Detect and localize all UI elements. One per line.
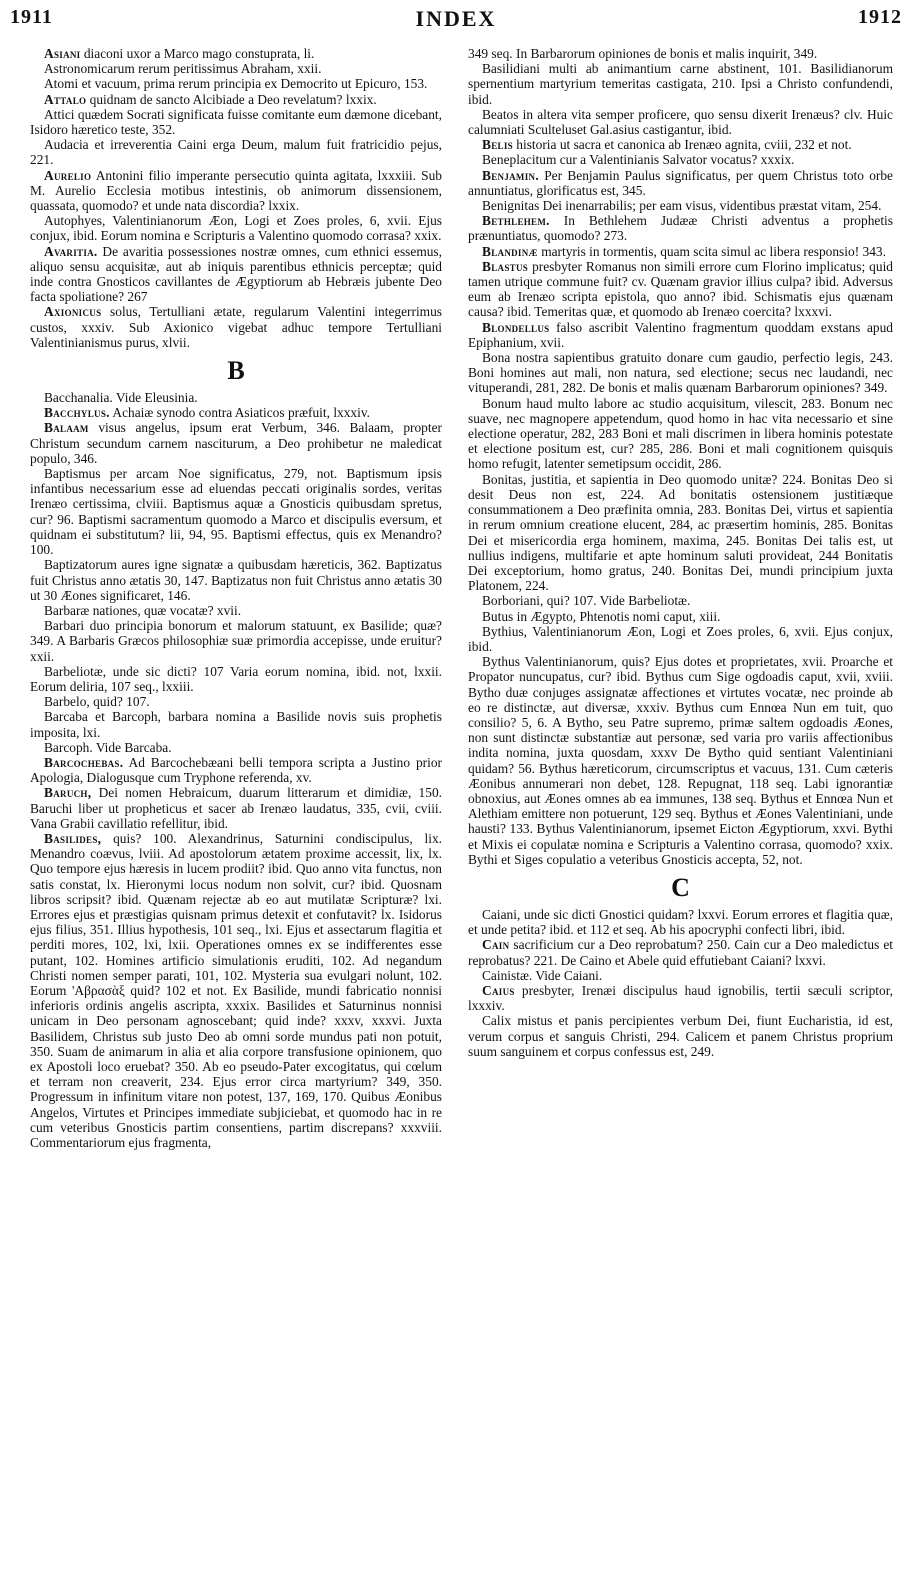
index-entry bbox=[468, 213, 893, 243]
index-entry-keyword: Blandinæ bbox=[482, 243, 538, 259]
index-entry bbox=[30, 618, 442, 664]
index-entry-text: Audacia et irreverentia Caini erga Deum, malum fuit fratricidio pejus, 221. bbox=[30, 137, 442, 168]
index-entry bbox=[30, 664, 442, 694]
index-entry-text: Caiani, unde sic dicti Gnostici quidam? lxxvi. Eorum errores et flagitia quæ, et unde petita? ibid. et 112 et seq. Ab his apocryphi confecti libri, ibid. bbox=[468, 906, 893, 938]
index-entry-text: quis? 100. Alexandrinus, Saturnini condiscipulus, lix. Menandro coævus, lviii. Ad apostolorum ætatem proxime accessit, lix, lx. Quo tempore ejus hæresis in lucem prodiit? ibid. Quo anno vita functus, non satis constat, lx. Hieronymi locus nodum non solvit, cur? ibid. Quosnam libros scripsit? ibid. Quænam rejectæ ab eo aut mutilatæ Scripturæ? lxi. Errores ejus et præstigias quisnam primus detexit et confutavit? lx. Isidorus ejus filius, 351. Illius hypothesis, 101 seq., lxi. Ejus et assectarum flagitia et perditi mores, 102, lxi, lxii. Operationes omnes ex se indifferentes esse putant, 102. Homines artificio simulationis eruditi, 102. Ad negandum Christi nomen semper parati, 101, 102. Mysteria sua evulgari nolunt, 102. Eorum 'Αβρασὰξ quid? 102 et not. Ex Basilide, mundi fabricatio nonnisi inferioris ordinis angelis ascripta, xxxix. Basilides et Saturninus nonnisi unicam in Deo personam agnoscebant; quid inde? xxxv, xxxvi. Juxta Basilidem, Christus sub justo Deo ab omni sorde mundus pati non potuit, 350. Suam de animarum in alia et alia corpore transfusione opinionem, quo ex Apostoli loco eruebat? 350. Ab eo pseudo-Pater excogitatus, qui cœlum et terram non creaverit, 234. Ejus error circa martyrium? 349, 350. Progressum in infinitum vitare non potest, 137, 169, 170. Quibus Æonibus Angelos, Virtutes et Principes immediate subjiciebat, et quomodo hac in re cum veteribus Gnosticis partim consentiens, partim discrepans? xxxviii. Commentariorum ejus fragmenta, bbox=[30, 830, 442, 1151]
index-entry bbox=[468, 350, 893, 396]
index-entry-text: Benignitas Dei inenarrabilis; per eam visus, videntibus præstat vitam, 254. bbox=[482, 198, 882, 214]
index-entry-text: Bona nostra sapientibus gratuito donare cum gaudio, perfectio legis, 243. Boni homines aut mali, non natura, sed electione; secus nec laudandi, nec vituperandi, 281, 282. De bonis et malis quænam Barbarorum opiniones? 349. bbox=[468, 350, 893, 396]
index-entry-keyword: Caius bbox=[482, 982, 515, 998]
index-entry bbox=[30, 137, 442, 167]
index-entry-text: Calix mistus et panis percipientes verbum Dei, fiunt Eucharistia, id est, verum corpus et sanguis Christi, 294. Calicem et panem Christus proprium suum sanguinem et corpus confessus est, 249. bbox=[468, 1013, 893, 1059]
index-entry-text: Bythus Valentinianorum, quis? Ejus dotes et proprietates, xvii. Proarche et Propator nuncupatus, cur? ibid. Bythus cum Sige ogdoadis caput, xvii, xviii. Bytho duæ conjuges assignatæ affectiones et virtutes vocatæ, nec proinde ab eo re distinctæ, aut diversæ, xxxiv. Bythus cum Ennœa Nun em tuit, quo consilio? 5, 6. A Bytho, seu Patre supremo, primæ saltem ogdoadis Æones, non sunt distinctæ substantiæ aut personæ, sed varia pro variis affectionibus indita nomina, juxta quosdam, xxxv De Bytho quid sentiant Valentiniani quidam? 56. Bythus hæreticorum, circumscriptus et vacuus, 131. Cum cæteris Æonibus annumerari non debet, 128. Repugnat, 118 seq. Labi ignorantiæ obnoxius, aut Æones omnes ab ea immunes, 138 seq. Bythus et Ennœa Nun et Alethiam emittere non potuerunt, 129 seq. Bythus et Æones Valentiniani, unde hausti? 133. Bythus Valentinianorum, ipsemet Eicton Ægyptiorum, xxvi. Bythi et Mixis ei copulatæ nomina e Scripturis a Valentino corrasa, quomodo? xxix. Bythi et Siges copulatio a veteribus Gnosticis accepta, 52, not. bbox=[468, 654, 893, 867]
page-header bbox=[10, 6, 902, 44]
index-entry bbox=[30, 785, 442, 831]
index-column-right bbox=[468, 46, 893, 1556]
index-entry bbox=[468, 320, 893, 350]
index-entry-text: Butus in Ægypto, Phtenotis nomi caput, xiii. bbox=[482, 608, 721, 624]
index-entry-text: presbyter Romanus non simili errore cum Florino implicatus; quid tamen utrique commune fuit? cv. Quænam gravior illius culpa? ibid. Adversus eum ab Irenæo scripta epistola, quo anno? ibid. Schismatis ejus quænam causa? ibid. Temeritas quæ, et quomodo ab Irenæo coercita? lxxxvi. bbox=[468, 258, 893, 320]
index-entry-text: martyris in tormentis, quam scita simul ac libera responsio! 343. bbox=[537, 243, 886, 259]
index-entry-text: Cainistæ. Vide Caiani. bbox=[482, 967, 603, 983]
index-entry-text: quidnam de sancto Alcibiade a Deo revelatum? lxxix. bbox=[86, 91, 377, 107]
index-entry-keyword: Benjamin. bbox=[482, 167, 539, 183]
index-entry bbox=[468, 907, 893, 937]
index-entry-text: Antonini filio imperante persecutio quinta agitata, lxxxiii. Sub M. Aurelio Ecclesia motibus intestinis, ob animorum dissensionem, quassata, quomodo? et unde nata discordia? lxxix. bbox=[30, 167, 442, 214]
index-entry bbox=[30, 390, 442, 405]
index-entry bbox=[468, 624, 893, 654]
index-entry bbox=[30, 709, 442, 739]
index-entry bbox=[30, 213, 442, 243]
index-entry bbox=[30, 76, 442, 91]
index-entry bbox=[468, 152, 893, 167]
index-entry bbox=[468, 609, 893, 624]
section-letter-heading: B bbox=[227, 356, 245, 386]
index-entry-text: presbyter, Irenæi discipulus haud ignobilis, tertii sæculi scriptor, lxxxiv. bbox=[468, 982, 893, 1014]
index-entry-text: Bonitas, justitia, et sapientia in Deo quomodo unitæ? 224. Bonitas Deo si desit Deus non est, 224. Ad bonitatis ostensionem justitiæque consummationem a Deo præfinita omnia, 283. Bonitas Dei, virtus et sapientia in rerum omnium creatione elucent, 284, ac præsertim hominis, 285. Bonitas Dei et misericordia erga hominem, maxima, 245. Bonitas Dei talis est, ut nullius indigens, multifarie et apte hominum saluti provideat, 244 Bonitatis Dei exceptorium, homo gratus, 240. Bonitas Dei, mundi principium juxta Platonem, 224. bbox=[468, 471, 893, 594]
index-entry bbox=[468, 61, 893, 107]
index-entry-keyword: Bacchylus. bbox=[44, 405, 110, 421]
index-entry-text: Attici quædem Socrati significata fuisse comitante eum dæmone dicebant, Isidoro hæretico teste, 352. bbox=[30, 106, 442, 138]
index-entry-text: Dei nomen Hebraicum, duarum litterarum et dimidiæ, 150. Baruchi liber ut propheticus et sacer ab Irenæo laudatus, 335, cvii, cviii. Vana Grabii cavillatio refellitur, ibid. bbox=[30, 785, 442, 831]
index-entry-text: visus angelus, ipsum erat Verbum, 346. Balaam, propter Christum secundum carnem nasciturum, a Deo prohibetur ne maledicat populo, 346. bbox=[30, 420, 442, 466]
index-entry bbox=[468, 259, 893, 320]
index-entry-text: In Bethlehem Judææ Christi adventus a prophetis prænuntiatus, quomodo? 273. bbox=[468, 213, 893, 244]
index-entry-text: Basilidiani multi ab animantium carne abstinent, 101. Basilidianorum spernentium martyrium temeritas castigata, 210. Ipsi a Christo confundendi, ibid. bbox=[468, 61, 893, 107]
index-entry-text: Bacchanalia. Vide Eleusinia. bbox=[44, 390, 198, 406]
index-entry-text: 349 seq. In Barbarorum opiniones de bonis et malis inquirit, 349. bbox=[468, 46, 818, 61]
index-entry-text: Barcoph. Vide Barcaba. bbox=[44, 739, 172, 755]
page-number-left: 1911 bbox=[10, 6, 53, 28]
index-entry-text: Ad Barcochebæani belli tempora scripta a Justino prior Apologia, Dialogusque cum Tryphone referenda, xv. bbox=[30, 754, 442, 786]
section-letter-heading: C bbox=[671, 872, 690, 902]
index-entry-text: Borboriani, qui? 107. Vide Barbeliotæ. bbox=[482, 593, 691, 609]
index-entry bbox=[30, 46, 442, 61]
index-column-left bbox=[30, 46, 442, 1556]
index-entry bbox=[30, 61, 442, 76]
index-entry bbox=[30, 168, 442, 214]
index-entry-keyword: Avaritia. bbox=[44, 243, 98, 259]
index-entry-text: falso ascribit Valentino fragmentum quoddam exstans apud Epiphanium, xvii. bbox=[468, 319, 893, 350]
index-entry bbox=[30, 92, 442, 107]
index-entry bbox=[468, 107, 893, 137]
index-entry-text: Autophyes, Valentinianorum Æon, Logi et Zoes proles, 6, xvii. Ejus conjux, ibid. Eorum nomina e Scripturis a Valentino quomodo corrasa? xxix. bbox=[30, 213, 442, 244]
index-entry bbox=[30, 420, 442, 466]
index-entry-text: Baptizatorum aures igne signatæ a quibusdam hæreticis, 362. Baptizatus fuit Christus anno ætatis 30, 147. Baptizatus non fuit Christus anno ætatis 30 ut 30 Æones significaret, 146. bbox=[30, 557, 442, 603]
index-entry bbox=[468, 472, 893, 594]
index-entry-keyword: Cain bbox=[482, 937, 510, 953]
index-entry bbox=[468, 937, 893, 967]
index-entry-keyword: Asiani bbox=[44, 46, 81, 61]
index-entry-text: Bonum haud multo labore ac studio acquisitum, vilescit, 283. Bonum nec suave, nec magnopere appetendum, quod homo in hac vita necessario et sine electione operatur, 282, 283 Boni et mali discrimen in libera hominis potestate et electione positum est, cur? 285, 286. Boni et mali cognitionem quisquis homo refugit, latenter semetipsum occidit, 286. bbox=[468, 395, 893, 472]
index-entry-text: Bythius, Valentinianorum Æon, Logi et Zoes proles, 6, xvii. Ejus conjux, ibid. bbox=[468, 623, 893, 654]
index-entry bbox=[468, 396, 893, 472]
index-entry-text: solus, Tertulliani ætate, regularum Valentini integerrimus custos, xxxiv. Sub Axionico vigebat adhuc tempore Tertulliani Valentinianismus purus, xlvii. bbox=[30, 304, 442, 350]
index-entry-text: Barbari duo principia bonorum et malorum statuunt, ex Basilide; quæ? 349. A Barbaris Græcos philosophiæ suæ primordia accepisse, unde eruitur? xxii. bbox=[30, 618, 442, 664]
index-entry-text: Astronomicarum rerum peritissimus Abraham, xxii. bbox=[44, 61, 322, 77]
index-entry-keyword: Blastus bbox=[482, 258, 529, 274]
index-entry bbox=[30, 831, 442, 1150]
index-entry-keyword: Baruch, bbox=[44, 785, 92, 801]
index-entry-keyword: Bethlehem. bbox=[482, 213, 550, 229]
index-entry-keyword: Barcochebas. bbox=[44, 754, 124, 770]
page-title: INDEX bbox=[415, 6, 497, 31]
index-entry-text: Per Benjamin Paulus significatus, per quem Christus toto orbe annuntiatus, glorificatus est, 345. bbox=[468, 167, 893, 198]
index-entry bbox=[468, 654, 893, 867]
index-entry-text: De avaritia possessiones nostræ omnes, cum ethnici essemus, aliquo sensu acquisitæ, aut ab iniquis parentibus ethnicis perceptæ; quid inde contra Gnosticos cavillantes de Ægyptiorum ab Hebræis jubente Deo facta spoliatione? 267 bbox=[30, 243, 442, 305]
index-entry-keyword: Attalo bbox=[44, 91, 87, 107]
index-entry bbox=[468, 137, 893, 152]
index-entry-text: Beatos in altera vita semper proficere, quo sensu dixerit Irenæus? clv. Huic calumniati Sculteluset Gal.asius castigantur, ibid. bbox=[468, 106, 893, 138]
index-entry bbox=[30, 694, 442, 709]
index-entry-keyword: Axionicus bbox=[44, 304, 102, 320]
index-entry bbox=[468, 1013, 893, 1059]
index-entry-text: Barcaba et Barcoph, barbara nomina a Basilide novis suis prophetis imposita, lxi. bbox=[30, 709, 442, 740]
index-entry bbox=[30, 405, 442, 420]
index-entry-text: Achaiæ synodo contra Asiaticos præfuit, lxxxiv. bbox=[109, 405, 371, 421]
index-entry bbox=[468, 983, 893, 1013]
index-entry-keyword: Basilides, bbox=[44, 830, 102, 846]
index-entry bbox=[468, 198, 893, 213]
page-number-right: 1912 bbox=[858, 6, 902, 28]
index-entry bbox=[468, 968, 893, 983]
index-entry-text: diaconi uxor a Marco mago constuprata, li. bbox=[80, 46, 315, 61]
index-entry-text: Barbaræ nationes, quæ vocatæ? xvii. bbox=[44, 602, 242, 618]
index-entry-text: Atomi et vacuum, prima rerum principia ex Democrito ut Epicuro, 153. bbox=[44, 76, 428, 92]
index-entry-keyword: Balaam bbox=[44, 420, 89, 436]
index-entry-text: Barbeliotæ, unde sic dicti? 107 Varia eorum nomina, ibid. not, lxxii. Eorum deliria, 107 seq., lxxiii. bbox=[30, 663, 442, 694]
index-entry-keyword: Blondellus bbox=[482, 319, 550, 335]
index-entry bbox=[30, 244, 442, 305]
index-entry bbox=[30, 603, 442, 618]
index-entry bbox=[468, 168, 893, 198]
index-entry-text: historia ut sacra et canonica ab Irenæo agnita, cviii, 232 et not. bbox=[512, 137, 852, 153]
index-entry-keyword: Belis bbox=[482, 137, 513, 153]
index-entry bbox=[30, 466, 442, 557]
index-entry-text: sacrificium cur a Deo reprobatum? 250. Cain cur a Deo maledictus et reprobatus? 221. De Caino et Abele quid effutiebant Caiani? lxxvi. bbox=[468, 937, 893, 968]
index-entry-text: Beneplacitum cur a Valentinianis Salvator vocatus? xxxix. bbox=[482, 152, 795, 168]
index-entry bbox=[468, 593, 893, 608]
index-entry-text: Barbelo, quid? 107. bbox=[44, 694, 150, 710]
index-entry-keyword: Aurelio bbox=[44, 167, 92, 183]
index-entry-text: Baptismus per arcam Noe significatus, 279, not. Baptismum ipsis infantibus necessarium esse ad eluendas peccati originalis sordes, veritas Irenæo certissima, clviii. Baptismus aquæ a Gnosticis quibusdam spretus, cur? 96. Baptismi sacramentum quomodo a Marco et discipulis eversum, et quidnam ei substitutum? lii, 94, 95. Baptismi effectus, quis ex Menandro? 100. bbox=[30, 466, 442, 558]
index-entry bbox=[468, 244, 893, 259]
index-entry bbox=[30, 557, 442, 603]
index-entry bbox=[30, 740, 442, 755]
index-entry bbox=[30, 304, 442, 350]
index-entry bbox=[30, 755, 442, 785]
index-entry bbox=[30, 107, 442, 137]
index-entry bbox=[468, 46, 893, 61]
